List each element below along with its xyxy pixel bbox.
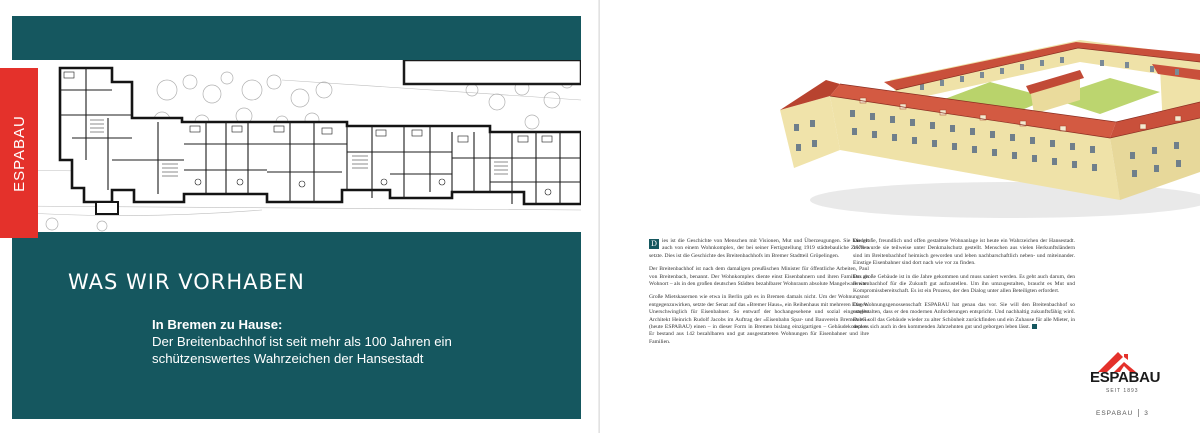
paragraph-4: Die große, freundlich und offen gestaltete Wohnanlage ist heute ein Wahrzeichen der Hansestadt. 1978 wurde sie teilweise unter Denkmalschutz gestellt. Menschen aus vielen Herkunftsländern sind im Breitenbachhof heimisch geworden und leben nachbarschaftlich neben- und miteinander. Einstige Eisenbahner sind dort nach wie vor zu finden.: [853, 238, 1075, 267]
text-column-right: [853, 238, 1075, 337]
espabau-logo: [1090, 350, 1166, 410]
subhead-line-1: Der Breitenbachhof ist seit mehr als 100 Jahren ein: [152, 334, 452, 349]
dropcap: D: [649, 239, 659, 249]
side-tab-label: ESPABAU: [10, 114, 28, 192]
paragraph-6-text: Die Wohnungsgenossenschaft ESPABAU hat genau das vor. Sie will den Breitenbachhof so umgestalten, dass er den modernen Anforderungen entspricht. Und nachhaltig zukunftsfähig wird. Dabei soll das Gebäude wieder zu alter Schönheit zurückfinden und ein Zuhause für alle Mieter, in dem es sich auch in den kommenden Jahrzehnten gut und geborgen leben lässt.: [853, 301, 1075, 331]
page-number: 3: [1144, 409, 1149, 417]
paragraph-5: Das große Gebäude ist in die Jahre gekommen und muss saniert werden. Es geht auch darum, den Breitenbachhof für die Zukunft gut aufzustellen. Um ihn umzugestalten, braucht es Mut und Kompromissbereitschaft. Es ist ein Prozess, der den Dialog unter allen Beteiligten erfordert.: [853, 273, 1075, 295]
subhead: [152, 316, 572, 367]
paragraph-1-text: ies ist die Geschichte von Menschen mit Visionen, Mut und Überzeugungen. Sie handelt auch von einem Wohnkomplex, der bei seiner Fertigstellung 1919 städtebauliche Zeichen setzte. Dies ist die Geschichte des Breitenbachhofs im Bremer Stadtteil Gröpelingen.: [649, 238, 869, 259]
logo-since: SEIT 1893: [1106, 388, 1139, 394]
end-square-icon: [1032, 324, 1037, 329]
subhead-title: In Bremen zu Hause:: [152, 317, 283, 332]
espabau-side-tab: [0, 68, 38, 238]
building-illustration: [780, 40, 1200, 225]
paragraph-3: Große Mietskasernen wie etwa in Berlin gab es in Bremen damals nicht. Um der Wohnungsnot entgegenzuwirken, setzte der Senat auf das »Bremer Haus«, ein Reihenhaus mit mehreren Etagen. Unerschwinglich für Eisenbahner. So entwarf der hochangesehene und sozial eingestellte Architekt Heinrich Rudolf Jacobs im Auftrag der »Eisenbahn Spar- und Bauverein Bremen eG« (heute ESPABAU) einen – in dieser Form in Bremen bislang einzigartigen – Gebäudekomplex. Er bestand aus 142 bezahlbaren und gut ausgestatteten Wohnungen für Eisenbahner und ihre Familien.: [649, 294, 869, 345]
logo-wordmark: ESPABAU: [1090, 369, 1161, 386]
footer-separator: [1138, 409, 1139, 417]
paragraph-6: [853, 302, 1075, 332]
subhead-line-2: schützenswertes Wahrzeichen der Hansestadt: [152, 351, 424, 366]
footer-brand: ESPABAU: [1096, 409, 1134, 417]
teal-header-band: [12, 16, 581, 60]
floor-plan-drawing: [12, 60, 581, 232]
page-headline: WAS WIR VORHABEN: [68, 270, 305, 294]
page-footer: [1096, 409, 1149, 417]
paragraph-2: Der Breitenbachhof ist nach dem damaligen preußischen Minister für öffentliche Arbeiten, Paul von Breitenbach, benannt. Der Wohnkomplex diente einst Eisenbahnern und ihren Familien als Wohnort – als in den großen deutschen Städten bezahlbarer Wohnraum absolute Mangelware war.: [649, 266, 869, 288]
text-column-left: [649, 238, 869, 352]
paragraph-1: [649, 238, 869, 260]
